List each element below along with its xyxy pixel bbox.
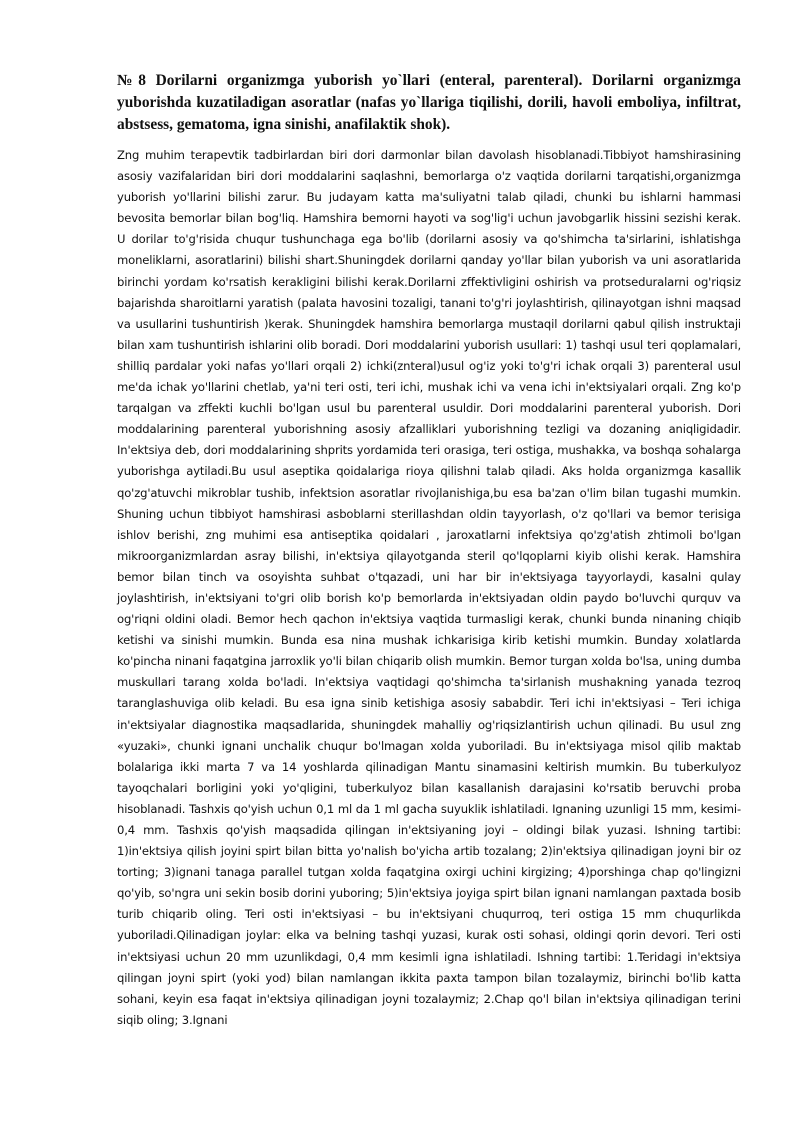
document-body-paragraph: Zng muhim terapevtik tadbirlardan biri dori darmonlar bilan davolash hisoblanadi.Tibbiyot hamshirasining asosiy vazifalaridan biri dori moddalarini saqlashni, bemorlarga o'z vaqtida dorilarni tarqatishi,organizmga yuborish yo'llarini bilishi zarur. Bu judayam katta ma'suliyatni talab qiladi, chunki bu ishlarni hammasi bevosita bemorlar bilan bog'liq. Hamshira bemorni hayoti va sog'lig'i uchun javobgarlik hissini sezishi kerak. U dorilar to'g'risida chuqur tushunchaga ega bo'lib (dorilarni asosiy va qo'shimcha ta'sirlarini, ishlatishga moneliklarni, asoratlarini) bilishi shart.Shuningdek dorilarni qanday yo'llar bilan yuborish va uni asoratlarida birinchi yordam ko'rsatish kerakligini bilishi kerak.Dorilarni zffektivligini oshirish va protseduralarni og'riqsiz bajarishda sharoitlarni yaratish (palata havosini tozaligi, tanani to'g'ri joylashtirish, qilinayotgan ishni maqsad va usullarini tushuntirish )kerak. Shuningdek hamshira bemorlarga mustaqil dorilarni qabul qilish instruktaji bilan xam tushuntirish ishlarini olib boradi. Dori moddalarini yuborish usullari: 1) tashqi usul teri qoplamalari, shilliq pardalar yoki nafas yo'llari orqali 2) ichki(znteral)usul og'iz yoki to'g'ri ichak orqali 3) parenteral usul me'da ichak yo'llarini chetlab, ya'ni teri osti, teri ichi, mushak ichi va vena ichi in'ektsiyalari orqali. Zng ko'p tarqalgan va zffekti kuchli bo'lgan usul bu parenteral usuldir. Dori moddalarini parenteral yuborish. Dori moddalarining parenteral yuborishning asosiy afzalliklari yuborishning tezligi va dozaning aniqligidadir. In'ektsiya deb, dori moddalarining shprits yordamida teri orasiga, teri ostiga, mushakka, va boshqa sohalarga yuborishga aytiladi.Bu usul aseptika qoidalariga rioya qilishni talab qiladi. Aks holda organizmga kasallik qo'zg'atuvchi mikroblar tushib, infektsion asoratlar rivojlanishiga,bu esa ba'zan o'lim bilan tugashi mumkin. Shuning uchun tibbiyot hamshirasi asboblarni sterillashdan oldin tayyorlash, o'z qo'llari va bemor terisiga ishlov berishi, zng muhimi esa antiseptika qoidalari , jaroxatlarni infektsiya qo'zg'atish zhtimoli bo'lgan mikroorganizmlardan asray bilishi, in'ektsiya qilayotganda steril qo'lqoplarni kiyib olishi kerak. Hamshira bemor bilan tinch va osoyishta suhbat o'tqazadi, uni har bir in'ektsiyaga tayyorlaydi, kasalni qulay joylashtirish, in'ektsiyani to'gri olib borish ko'p bemorlarda in'ektsiyadan oldin paydo bo'luvchi qurquv va og'riqni oldini oladi. Bemor hech qachon in'ektsiya vaqtida turmasligi kerak, chunki bunda ninaning chiqib ketishi va sinishi mumkin. Bunda esa nina mushak ichkarisiga kirib ketishi mumkin. Bunday xolatlarda ko'pincha ninani faqatgina jarroxlik yo'li bilan chiqarib olish mumkin. Bemor turgan xolda bo'lsa, uning dumba muskullari tarang xolda bo'ladi. In'ektsiya vaqtidagi qo'shimcha ta'sirlanish mushakning yanada tezroq taranglashuviga olib keladi. Bu esa igna sinib ketishiga asosiy sababdir. Teri ichi in'ektsiyasi – Teri ichiga in'ektsiyalar diagnostika maqsadlarida, shuningdek mahalliy og'riqsizlantirish uchun qilinadi. Bu usul zng «yuzaki», chunki ignani unchalik chuqur bo'lmagan xolda yuboriladi. Bu in'ektsiyaga misol qilib maktab bolalariga ikki marta 7 va 14 yoshlarda qilinadigan Mantu sinamasini keltirish mumkin. Bu tuberkulyoz tayoqchalari borligini yoki yo'qligini, tuberkulyoz bilan kasallanish darajasini ko'rsatib beruvchi proba hisoblanadi. Tashxis qo'yish uchun 0,1 ml da 1 ml gacha suyuklik ishlatiladi. Ignaning uzunligi 15 mm, kesimi-0,4 mm. Tashxis qo'yish maqsadida qilingan in'ektsiyaning joyi – oldingi bilak yuzasi. Ishning tartibi: 1)in'ektsiya qilish joyini spirt bilan bitta yo'nalish bo'yicha artib tozalang; 2)in'ektsiya qilinadigan joyni bir oz torting; 3)ignani tanaga parallel tutgan xolda faqatgina oxirgi uchini kirgizing; 4)porshinga chap qo'lingizni qo'yib, so'ngra uni sekin bosib dorini yuboring; 5)in'ektsiya joyiga spirt bilan ignani namlangan paxtada bosib turib chiqarib oling. Teri osti in'ektsiyasi – bu in'ektsiyani chuqurroq, teri ostiga 15 mm chuqurlikda yuboriladi.Qilinadigan joylar: elka va belning tashqi yuzasi, kurak osti sohasi, oldingi qorin devori. Teri osti in'ektsiyasi uchun 20 mm uzunlikdagi, 0,4 mm kesimli igna ishlatiladi. Ishning tartibi: 1.Teridagi in'ektsiya qilingan joyni spirt (yoki yod) bilan namlangan ikkita paxta tampon bilan tozalaymiz, birinchi bo'lib katta sohani, keyin esa faqat in'ektsiya qilinadigan joyni tozalaymiz; 2.Chap qo'l bilan in'ektsiya qilinadigan terini siqib oling; 3.Ignani [117, 148, 741, 1027]
document-page [117, 70, 741, 1031]
document-title: №8 Dorilarni organizmga yuborish yo`llari (enteral, parenteral). Dorilarni organizmga yuborishda kuzatiladigan asoratlar (nafas yo`llariga tiqilishi, dorili, havoli emboliya, infiltrat, abstsess, gematoma, igna sinishi, anafilaktik shok). [117, 72, 741, 133]
